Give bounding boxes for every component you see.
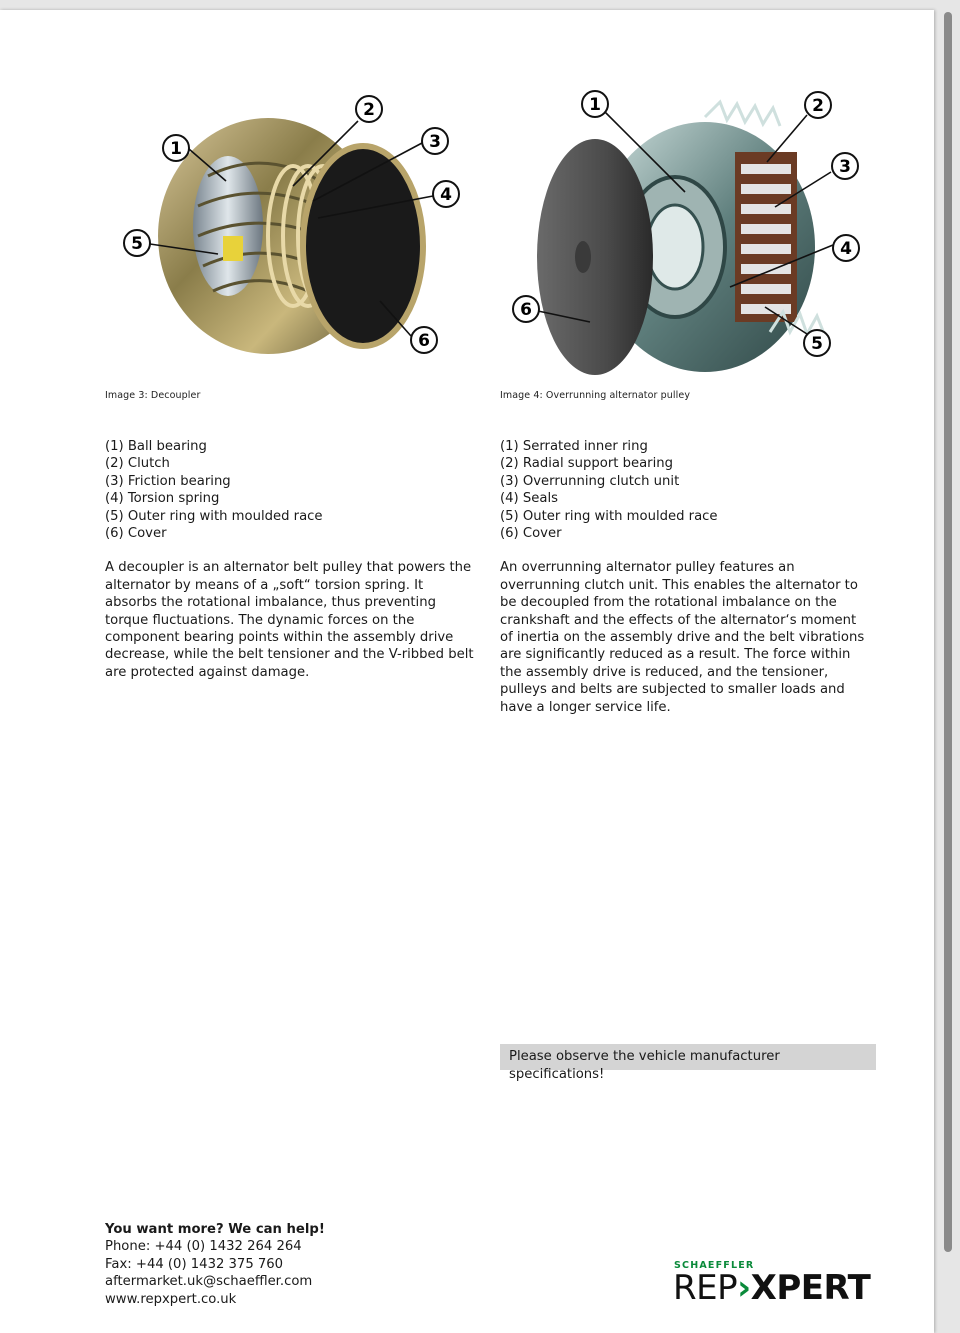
decoupler-description: A decoupler is an alternator belt pulley that powers the alternator by means of a „soft“ torsion spring. It absorbs the rotational imbalance, thus preventing torque fluctuations. The dynamic forces on the component bearing points within the assembly drive decrease, while the belt tensioner and the V-ribbed belt are protected against damage. (105, 560, 474, 680)
legend-item: (6) Cover (500, 526, 562, 542)
contact-fax: Fax: +44 (0) 1432 375 760 (105, 1256, 284, 1272)
legend-item: (3) Overrunning clutch unit (500, 473, 680, 489)
logo-part-rep: REP (673, 1268, 738, 1308)
logo-brand: SCHAEFFLER (674, 1260, 755, 1271)
legend-item: (5) Outer ring with moulded race (500, 508, 718, 524)
contact-block (105, 1221, 325, 1308)
overrunning-pulley-column (500, 438, 872, 716)
callout-5: 5 (131, 234, 143, 254)
contact-phone: Phone: +44 (0) 1432 264 264 (105, 1239, 302, 1255)
logo-part-xpert: XPERT (750, 1268, 871, 1308)
figure-caption-overrunning-pulley: Image 4: Overrunning alternator pulley (500, 390, 691, 401)
callout-2: 2 (363, 100, 375, 120)
callout-1: 1 (170, 139, 182, 159)
callout-4: 4 (440, 185, 452, 205)
legend-item: (2) Radial support bearing (500, 456, 674, 472)
legend-item: (6) Cover (105, 526, 167, 542)
contact-email[interactable]: aftermarket.uk@schaeffler.com (105, 1274, 313, 1290)
overrunning-pulley-description: An overrunning alternator pulley features an overrunning clutch unit. This enables the alternator to be decoupled from the rotational imbalance on the crankshaft and the effects of the alternator‘s moment of inertia on the assembly drive and the belt vibrations are significantly reduced as a result. The force within the assembly drive is reduced, and the tensioner, pulleys and belts are subjected to smaller loads and have a longer service life. (500, 560, 865, 715)
callout-4: 4 (840, 239, 852, 259)
decoupler-illustration (118, 86, 468, 366)
contact-website[interactable]: www.repxpert.co.uk (105, 1291, 237, 1307)
callout-1: 1 (589, 95, 601, 115)
logo-chevron-icon: › (737, 1268, 751, 1308)
callout-5: 5 (811, 334, 823, 354)
legend-item: (4) Torsion spring (105, 491, 220, 507)
overrunning-pulley-illustration (505, 82, 870, 377)
callout-3: 3 (429, 132, 441, 152)
callout-6: 6 (418, 331, 430, 351)
logo-wordmark (673, 1270, 870, 1306)
manufacturer-notice: Please observe the vehicle manufacturer specifications! (500, 1044, 876, 1070)
scrollbar[interactable] (944, 12, 952, 1252)
legend-item: (3) Friction bearing (105, 473, 231, 489)
decoupler-column (105, 438, 477, 681)
legend-item: (1) Serrated inner ring (500, 439, 648, 454)
callout-2: 2 (812, 96, 824, 116)
contact-heading: You want more? We can help! (105, 1222, 325, 1237)
legend-item: (5) Outer ring with moulded race (105, 508, 323, 524)
legend-item: (4) Seals (500, 491, 558, 507)
callout-6: 6 (520, 300, 532, 320)
legend-item: (2) Clutch (105, 456, 170, 472)
repxpert-logo (673, 1258, 878, 1308)
overrunning-pulley-legend (500, 438, 872, 542)
decoupler-legend (105, 438, 477, 542)
legend-item: (1) Ball bearing (105, 439, 207, 454)
figure-caption-decoupler: Image 3: Decoupler (105, 390, 201, 401)
callout-3: 3 (839, 157, 851, 177)
